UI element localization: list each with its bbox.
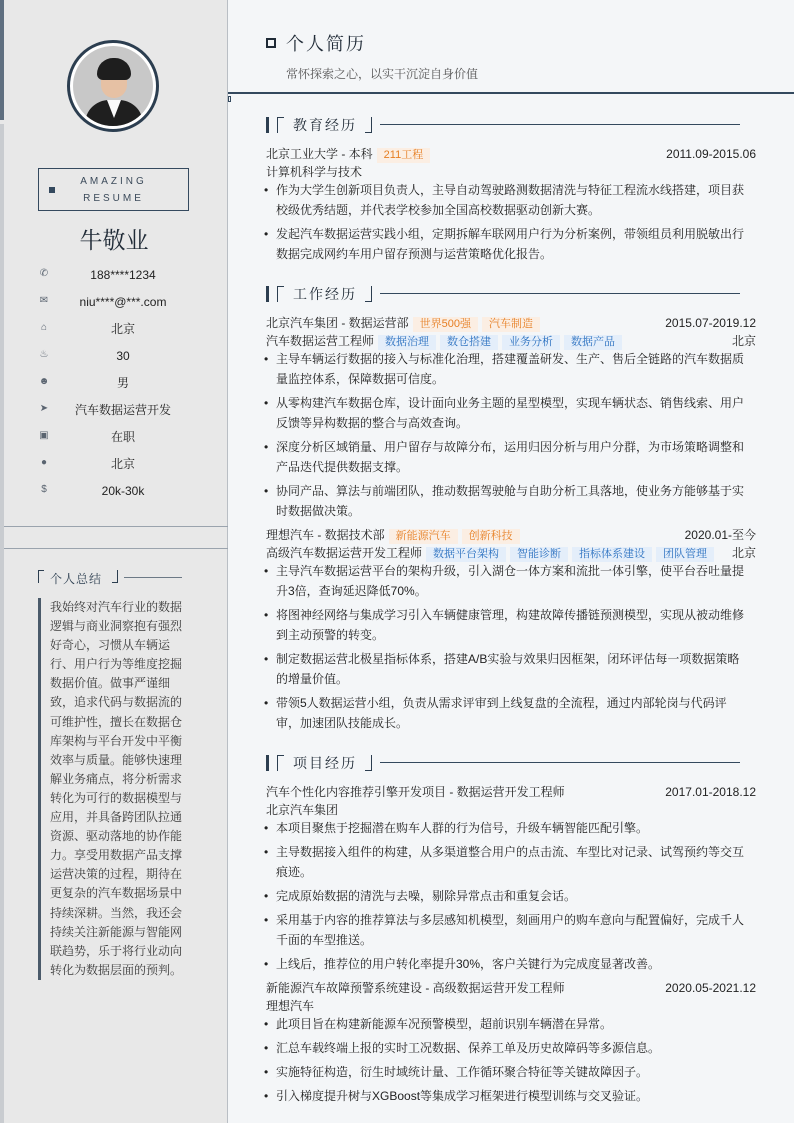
list-item: • 带领5人数据运营小组，负责从需求评审到上线复盘的全流程，通过内部轮岗与代码评审，加速团队技能成长。: [264, 694, 748, 733]
summary-text: 我始终对汽车行业的数据逻辑与商业洞察抱有强烈好奇心，习惯从车辆运行、用户行为等维度挖掘数据价值。做事严谨细致，追求代码与数据流的可维护性，擅长在数据仓库架构与平台开发中平衡效率与质量。能够快速理解业务痛点，将分析需求转化为可行的数据模型与应用，并具备跨团队拉通资源、驱动落地的协作能力。享受用数据产品支撑运营决策的过程，期待在更复杂的汽车数据场景中持续深耕。当然，我还会持续关注新能源与智能网联趋势，乐于将行业动向转化为数据层面的预判。: [38, 598, 184, 980]
project-date: 2020.05-2021.12: [665, 981, 756, 995]
info-phone: [38, 267, 208, 285]
sidebar-divider: [4, 526, 228, 527]
info-gender-text: 男: [116, 376, 129, 390]
cake-icon: ♨: [39, 349, 49, 360]
amazing-resume-box: [38, 168, 189, 211]
skill-tag: 智能诊断: [510, 547, 568, 562]
list-item: • 此项目旨在构建新能源车况预警模型，超前识别车辆潜在异常。: [264, 1015, 748, 1035]
list-item: • 汇总车载终端上报的实时工况数据、保养工单及历史故障码等多源信息。: [264, 1039, 748, 1059]
sidebar-accent-stripe: [0, 0, 4, 120]
job-company-row: [266, 315, 756, 331]
header-tick: [228, 96, 231, 102]
info-phone-text: 188****1234: [90, 268, 156, 282]
job-date: 2020.01-至今: [684, 528, 756, 542]
skill-tag: 业务分析: [502, 335, 560, 350]
job-tag: 创新科技: [462, 529, 520, 544]
job-date: 2015.07-2019.12: [665, 316, 756, 330]
project-name: 新能源汽车故障预警系统建设 - 高级数据运营开发工程师: [266, 981, 565, 995]
list-item: • 将图神经网络与集成学习引入车辆健康管理，构建故障传播链预测模型，实现从被动维修到主动预警的转变。: [264, 606, 748, 645]
phone-icon: ✆: [39, 268, 49, 279]
resume-label: RESUME: [83, 193, 144, 204]
square-icon: [266, 38, 276, 48]
info-email: [38, 294, 208, 312]
list-item: • 本项目聚焦于挖掘潜在购车人群的行为信号，升级车辆智能匹配引擎。: [264, 819, 748, 839]
education-title: 教育经历: [293, 117, 357, 133]
project-row: [266, 980, 756, 996]
skill-tag: 数据治理: [378, 335, 436, 350]
square-icon: [49, 187, 55, 193]
info-location: [38, 456, 208, 474]
sidebar-accent-stripe-light: [0, 124, 4, 1123]
list-item: • 发起汽车数据运营实践小组，定期拆解车联网用户行为分析案例，带领组员利用脱敏出行数据完成网约车用户留存预测与运营策略优化报告。: [264, 225, 748, 264]
summary-rule: [124, 577, 182, 578]
school-name: 北京工业大学 - 本科: [266, 147, 373, 161]
job-city: 北京: [731, 334, 756, 348]
info-email-text: niu****@***.com: [79, 295, 167, 309]
job-company-row: [266, 527, 756, 543]
page-subtitle: 常怀探索之心，以实干沉淀自身价值: [286, 67, 479, 81]
list-item: • 完成原始数据的清洗与去噪，剔除异常点击和重复会话。: [264, 887, 748, 907]
education-date: 2011.09-2015.06: [666, 147, 756, 161]
mail-icon: ✉: [39, 295, 49, 306]
projects-title: 项目经历: [293, 755, 357, 771]
list-item: • 协同产品、算法与前端团队，推动数据驾驶舱与自助分析工具落地，使业务方能够基于实时数据做决策。: [264, 482, 748, 521]
info-home: [38, 321, 208, 339]
face-icon: ☻: [38, 376, 50, 387]
school-tag: 211工程: [377, 148, 431, 163]
list-item: • 深度分析区域销量、用户留存与故障分布，运用归因分析与用户分群，为市场策略调整和产品迭代提供数据支撑。: [264, 438, 748, 477]
info-status: [38, 429, 208, 447]
list-item: • 主导数据接入组件的构建，从多渠道整合用户的点击流、车型比对记录、试驾预约等交互痕迹。: [264, 843, 748, 882]
job-position: 汽车数据运营工程师: [266, 334, 375, 348]
header-divider: [228, 92, 794, 94]
list-item: • 上线后，推荐位的用户转化率提升30%，客户关键行为完成度显著改善。: [264, 955, 748, 975]
list-item: • 从零构建汽车数据仓库，设计面向业务主题的星型模型，实现车辆状态、销售线索、用户反馈等异构数据的整合与高效查询。: [264, 394, 748, 433]
work-title: 工作经历: [293, 286, 357, 302]
candidate-name: 牛敬业: [79, 228, 149, 254]
skill-tag: 数据平台架构: [426, 547, 506, 562]
project-company: 理想汽车: [266, 999, 315, 1013]
list-item: • 作为大学生创新项目负责人，主导自动驾驶路测数据清洗与特征工程流水线搭建，项目获校级优秀结题，并代表学校参加全国高校数据驱动创新大赛。: [264, 181, 748, 220]
info-location-text: 北京: [110, 457, 135, 471]
job-city: 北京: [731, 546, 756, 560]
project-name: 汽车个性化内容推荐引擎开发项目 - 数据运营开发工程师: [266, 785, 565, 799]
skill-tag: 团队管理: [656, 547, 714, 562]
avatar: [67, 40, 159, 132]
send-icon: ➤: [39, 403, 49, 414]
info-salary: [38, 483, 208, 501]
project-company: 北京汽车集团: [266, 803, 339, 817]
info-gender: [38, 375, 208, 393]
project-date: 2017.01-2018.12: [665, 785, 756, 799]
summary-title: 个人总结: [50, 572, 103, 586]
job-tag: 新能源汽车: [389, 529, 458, 544]
info-home-text: 北京: [110, 322, 135, 336]
briefcase-icon: ▣: [39, 430, 49, 441]
job-position: 高级汽车数据运营开发工程师: [266, 546, 423, 560]
sidebar: [0, 0, 228, 1123]
info-target-job: [38, 402, 208, 420]
list-item: • 引入梯度提升树与XGBoost等集成学习框架进行模型训练与交叉验证。: [264, 1087, 748, 1107]
money-icon: $: [41, 484, 47, 495]
project-row: [266, 784, 756, 800]
education-major: 计算机科学与技术: [266, 165, 363, 179]
page-title: 个人简历: [286, 34, 366, 55]
education-school-row: [266, 146, 756, 162]
job-position-row: [266, 545, 756, 561]
list-item: • 采用基于内容的推荐算法与多层感知机模型，刻画用户的购车意向与配置偏好，完成千人千面的车型推送。: [264, 911, 748, 950]
home-icon: ⌂: [40, 322, 48, 333]
list-item: • 主导车辆运行数据的接入与标准化治理，搭建覆盖研发、生产、售后全链路的汽车数据质量监控体系，保障数据可信度。: [264, 350, 748, 389]
info-salary-text: 20k-30k: [101, 484, 145, 498]
job-position-row: [266, 333, 756, 349]
job-tag: 世界500强: [413, 317, 478, 332]
skill-tag: 指标体系建设: [572, 547, 652, 562]
avatar-photo: [73, 46, 153, 126]
info-age: [38, 348, 208, 366]
info-target-job-text: 汽车数据运营开发: [74, 403, 171, 417]
job-company: 理想汽车 - 数据技术部: [266, 528, 385, 542]
list-item: • 实施特征构造，衍生时域统计量、工作循环聚合特征等关键故障因子。: [264, 1063, 748, 1083]
sidebar-divider: [4, 548, 228, 549]
list-item: • 制定数据运营北极星指标体系，搭建A/B实验与效果归因框架，闭环评估每一项数据策略的增量价值。: [264, 650, 748, 689]
job-tag: 汽车制造: [482, 317, 540, 332]
info-status-text: 在职: [110, 430, 135, 444]
job-company: 北京汽车集团 - 数据运营部: [266, 316, 409, 330]
skill-tag: 数仓搭建: [440, 335, 498, 350]
location-icon: ●: [40, 457, 48, 468]
amazing-label: AMAZING: [80, 176, 147, 187]
info-age-text: 30: [116, 349, 130, 363]
skill-tag: 数据产品: [564, 335, 622, 350]
list-item: • 主导汽车数据运营平台的架构升级，引入湖仓一体方案和流批一体引擎，使平台吞吐量提升3倍，查询延迟降低70%。: [264, 562, 748, 601]
